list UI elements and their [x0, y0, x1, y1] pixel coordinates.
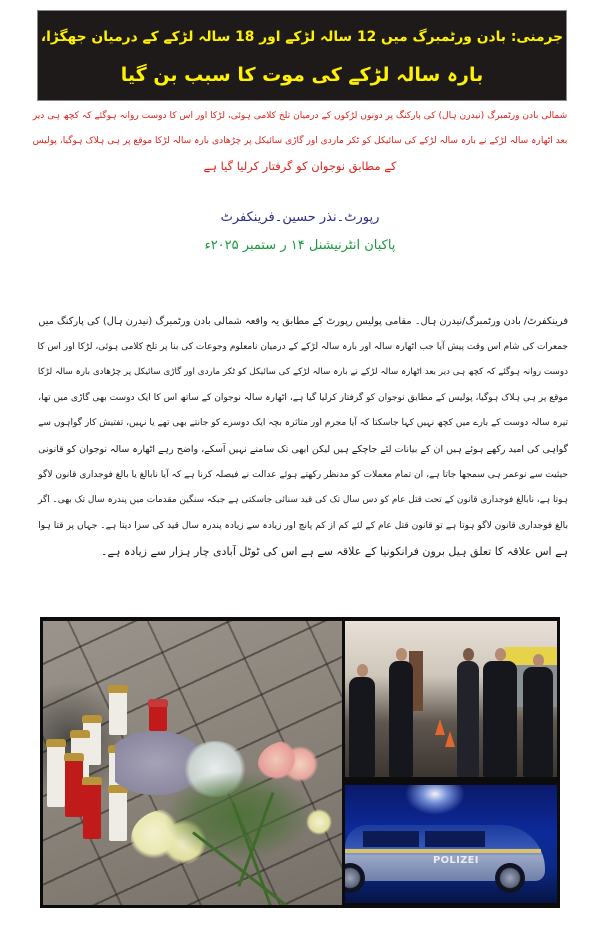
article-line: جمعرات کی شام اس وقت پیش آیا جب اٹھارہ سالہ اور بارہ سالہ لڑکے کے درمیان نامعلوم وجوعات کی بنا پر تلخ کلامی ہوئی، لڑکا اور اس کا: [37, 341, 568, 352]
candle: [83, 783, 101, 839]
article-line: فرینکفرٹ/ بادن ورٹمبرگ/نیدرن ہال۔ مقامی پولیس رپورٹ کے مطابق یہ واقعہ شمالی بادن ورٹمبرگ (نیدرن ہال) کی پارکنگ میں: [38, 316, 568, 327]
car-window: [363, 831, 419, 847]
traffic-cone: [445, 731, 455, 747]
candle: [109, 691, 127, 735]
car-window: [425, 831, 485, 847]
polizei-label: POLIZEI: [433, 855, 479, 866]
police-officer: [523, 667, 553, 777]
headline-line-2: بارہ سالہ لڑکے کی موت کا سبب بن گیا: [120, 63, 484, 86]
memorial-photo: [43, 621, 342, 905]
candle: [109, 791, 127, 841]
article-body: [32, 309, 568, 565]
blue-light-flash: [405, 785, 465, 815]
summary-line: شمالی بادن ورٹمبرگ (نیدرن ہال) کی پارکنگ پر دونوں لڑکوں کے درمیان تلخ کلامی ہوئی، لڑکا اور اس کا دوست روانہ ہوگئے کہ کچھ ہی دیر: [32, 111, 568, 121]
candle: [47, 745, 65, 807]
article-line: ہوتا ہے، نابالغ فوجداری قانون کے تحت قتل عام کو دس سال تک کی قید سنائی جاسکتی ہے جبکہ سنگین مقدمات میں پندرہ سال تک بھی۔ اگر: [38, 495, 568, 506]
police-officer: [389, 661, 413, 777]
headline-banner: [37, 10, 567, 101]
police-officer: [349, 677, 375, 777]
article-line: تیرہ سالہ دوست کے بارے میں کچھ نہیں کہا جاسکتا کہ آیا مجرم اور متاثرہ بچہ ایک دوسرے کو جانتے بھی تھے یا نہیں، تفتیش کار گواہوں سے: [38, 418, 568, 429]
article-line: بالغ فوجداری قانون لاگو ہوتا ہے تو قانون قتل عام کے لئے کم از کم پانچ اور زیادہ سے زیادہ پندرہ سال قید کی سزا دیتا ہے۔ جہاں پر قتا ہوا: [38, 520, 568, 531]
summary-line: کے مطابق نوجوان کو گرفتار کرلیا گیا ہے: [203, 159, 397, 173]
candle: [65, 759, 83, 817]
car-stripe: [345, 849, 541, 853]
reporter-byline: رپورٹ۔نذر حسین۔فرینکفرٹ: [220, 210, 380, 225]
article-line: ہے اس علاقہ کا تعلق ہیل برون فرانکونیا کے علاقہ سے ہے اس کی ٹوٹل آبادی چار ہزار سے زیادہ ہے۔: [101, 545, 568, 559]
police-car-photo: [345, 785, 557, 903]
photo-collage: [40, 617, 560, 908]
police-officer: [457, 661, 479, 777]
source-date-line: پاکبان انٹرنیشنل ۱۴ ر ستمبر ۲۰۲۵ء: [204, 238, 396, 253]
headline-line-1: جرمنی: بادن ورٹمبرگ میں 12 سالہ لڑکے اور 18 سالہ لڑکے کے درمیان جھگڑا،: [40, 28, 564, 45]
article-line: گواہی کی امید رکھے ہوئے ہیں ان کے بیانات لئے جاچکے ہیں لیکن ابھی تک سامنے نہیں آسکے، واضح رہے اٹھارہ سالہ نوجوان کو قانونی: [38, 443, 568, 455]
candle: [149, 705, 167, 731]
article-line: حیثیت سے نوعمر ہی سمجھا جاتا ہے، ان تمام معملات کو مدنظر رکھتے ہوئے عدالت نے فیصلہ کرنا ہے کہ آیا نابالغ یا بالغ فوجداری قانون لاگو: [38, 469, 568, 480]
police-scene-photo: [345, 621, 557, 777]
article-line: موقع پر ہی ہلاک ہوگیا، پولیس کے مطابق نوجوان کو گرفتار کرلیا گیا ہے، اٹھارہ سالہ نوجوان کے ساتھ اس کا ایک دوست بھی گاڑی میں تھا،: [38, 392, 568, 403]
traffic-cone: [435, 719, 445, 735]
police-officer: [483, 661, 517, 777]
summary-line: بعد اٹھارہ سالہ لڑکے نے بارہ سالہ لڑکے کی سائیکل کو ٹکر ماردی اور گاڑی سائیکل پر چڑھادی بارہ سالہ لڑکا موقع پر ہی ہلاک ہوگیا، پولیس: [32, 136, 568, 146]
article-line: دوست روانہ ہوگئے کہ کچھ ہی دیر بعد اٹھارہ سالہ لڑکے نے بارہ سالہ لڑکے کی سائیکل کو ٹکر ماردی اور گاڑی سائیکل پر چڑھادی بارہ سالہ لڑکا: [37, 367, 568, 378]
car-wheel: [495, 863, 525, 893]
summary-lead: [30, 104, 570, 179]
